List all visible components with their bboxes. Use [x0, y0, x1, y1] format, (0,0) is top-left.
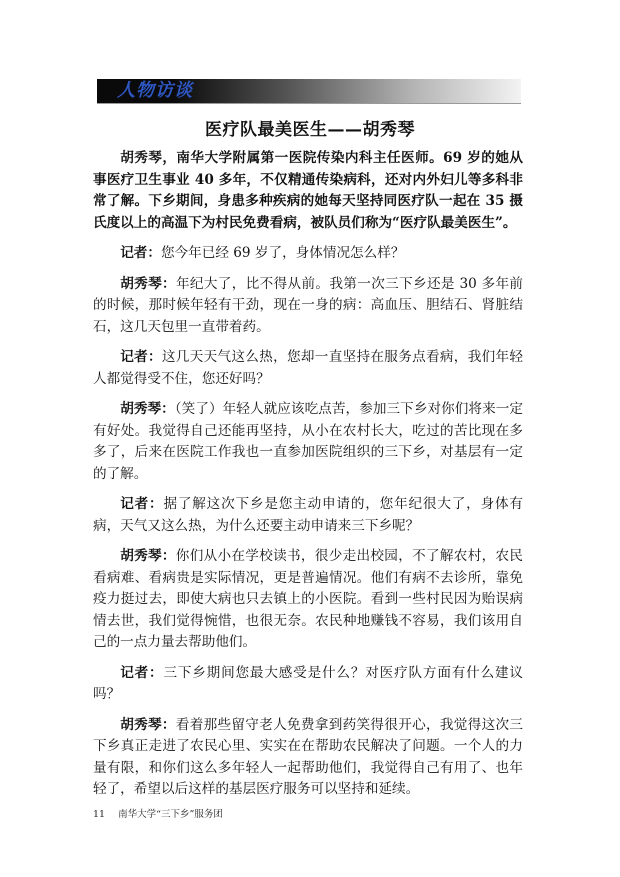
dialogue-text: 看着那些留守老人免费拿到药笑得很开心，我觉得这次三下乡真正走进了农民心里、实实在在帮助农民解决了问题。一个人的力量有限，和你们这么多年轻人一起帮助他们，我觉得自己有用了、也年轻了，希望以后这样的基层医疗服务可以坚持和延续。: [93, 716, 524, 797]
dialogue-text: 三下乡期间您最大感受是什么？对医疗队方面有什么建议吗？: [93, 664, 524, 702]
dialogue-paragraph: [93, 274, 523, 339]
speaker-label: 记者：: [120, 349, 162, 365]
dialogue-paragraph: [93, 243, 523, 265]
speaker-label: 胡秀琴：: [120, 275, 176, 292]
dialogue-paragraph: [93, 546, 523, 654]
banner-underline: [97, 103, 521, 104]
dialogue-paragraph: [93, 715, 523, 801]
intro-paragraph: 胡秀琴，南华大学附属第一医院传染内科主任医师。69 岁的她从事医疗卫生事业 40 多年，不仅精通传染病科，还对内外妇儿等多科非常了解。下乡期间，身患多种疾病的她每天坚持同医疗队一起在 35 摄氏度以上的高温下为村民免费看病，被队员们称为“医疗队最美医生”。: [93, 150, 523, 231]
page-footer: [93, 806, 223, 820]
dialogue-text: 据了解这次下乡是您主动申请的，您年纪很大了，身体有病，天气又这么热，为什么还要主动申请来三下乡呢？: [93, 496, 524, 534]
footer-text: 南华大学“三下乡”服务团: [118, 809, 223, 820]
dialogue-text: 您今年已经 69 岁了，身体情况怎么样？: [160, 245, 405, 261]
dialogue-paragraph: [93, 663, 523, 706]
dialogue-text: （笑了）年轻人就应该吃点苦，参加三下乡对你们将来一定有好处。我觉得自己还能再坚持，从小在农村长大，吃过的苦比现在多多了，后来在医院工作我也一直参加医院组织的三下乡，对基层有一定的了解。: [93, 401, 523, 482]
speaker-label: 胡秀琴：: [120, 401, 175, 417]
speaker-label: 记者：: [120, 496, 164, 512]
dialogue-paragraph: [93, 347, 523, 390]
dialogue-text: 这几天天气这么热，您却一直坚持在服务点看病，我们年轻人都觉得受不住，您还好吗？: [93, 349, 523, 387]
article-body: [93, 148, 523, 810]
speaker-label: 胡秀琴：: [120, 716, 176, 733]
dialogue-text: 年纪大了，比不得从前。我第一次三下乡还是 30 多年前的时候，那时候年轻有干劲，现在一身的病：高血压、胆结石、肾脏结石，这几天包里一直带着药。: [93, 275, 523, 335]
section-title: 人物访谈: [117, 80, 193, 101]
article-title: 医疗队最美医生——胡秀琴: [205, 120, 415, 140]
speaker-label: 记者：: [120, 245, 161, 261]
dialogue-text: 你们从小在学校读书，很少走出校园，不了解农村，农民看病难、看病贵是实际情况，更是普遍情况。他们有病不去诊所，靠免疫力挺过去，即使大病也只去镇上的小医院。看到一些村民因为贻误病情去世，我们觉得惋惜，也很无奈。农民种地赚钱不容易，我们该用自己的一点力量去帮助他们。: [93, 548, 524, 650]
dialogue-paragraph: [93, 494, 523, 537]
page-number: 11: [93, 809, 106, 820]
speaker-label: 胡秀琴：: [120, 548, 176, 564]
speaker-label: 记者：: [120, 664, 164, 681]
dialogue-paragraph: [93, 399, 523, 485]
